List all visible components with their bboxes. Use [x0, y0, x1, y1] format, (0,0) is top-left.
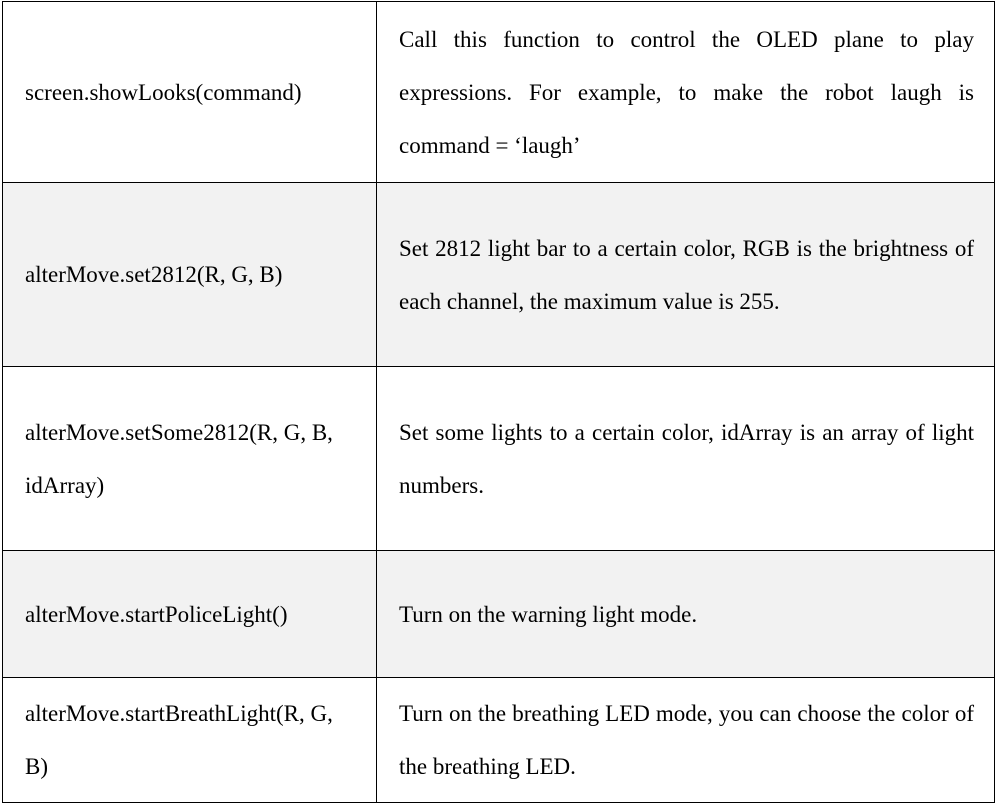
table-row — [3, 183, 995, 367]
description-cell: Set some lights to a certain color, idArray is an array of light numbers. — [377, 367, 995, 551]
table-row — [3, 678, 995, 803]
description-cell: Set 2812 light bar to a certain color, RGB is the brightness of each channel, the maximum value is 255. — [377, 183, 995, 367]
table-row — [3, 2, 995, 183]
function-cell: screen.showLooks(command) — [3, 2, 377, 183]
function-cell: alterMove.set2812(R, G, B) — [3, 183, 377, 367]
function-cell: alterMove.startBreathLight(R, G, B) — [3, 678, 377, 803]
description-cell: Turn on the breathing LED mode, you can choose the color of the breathing LED. — [377, 678, 995, 803]
description-cell: Turn on the warning light mode. — [377, 551, 995, 678]
function-cell: alterMove.startPoliceLight() — [3, 551, 377, 678]
description-cell: Call this function to control the OLED plane to play expressions. For example, to make the robot laugh is command = ‘laugh’ — [377, 2, 995, 183]
table-row — [3, 551, 995, 678]
function-cell: alterMove.setSome2812(R, G, B, idArray) — [3, 367, 377, 551]
table-row — [3, 367, 995, 551]
function-table — [2, 1, 995, 803]
